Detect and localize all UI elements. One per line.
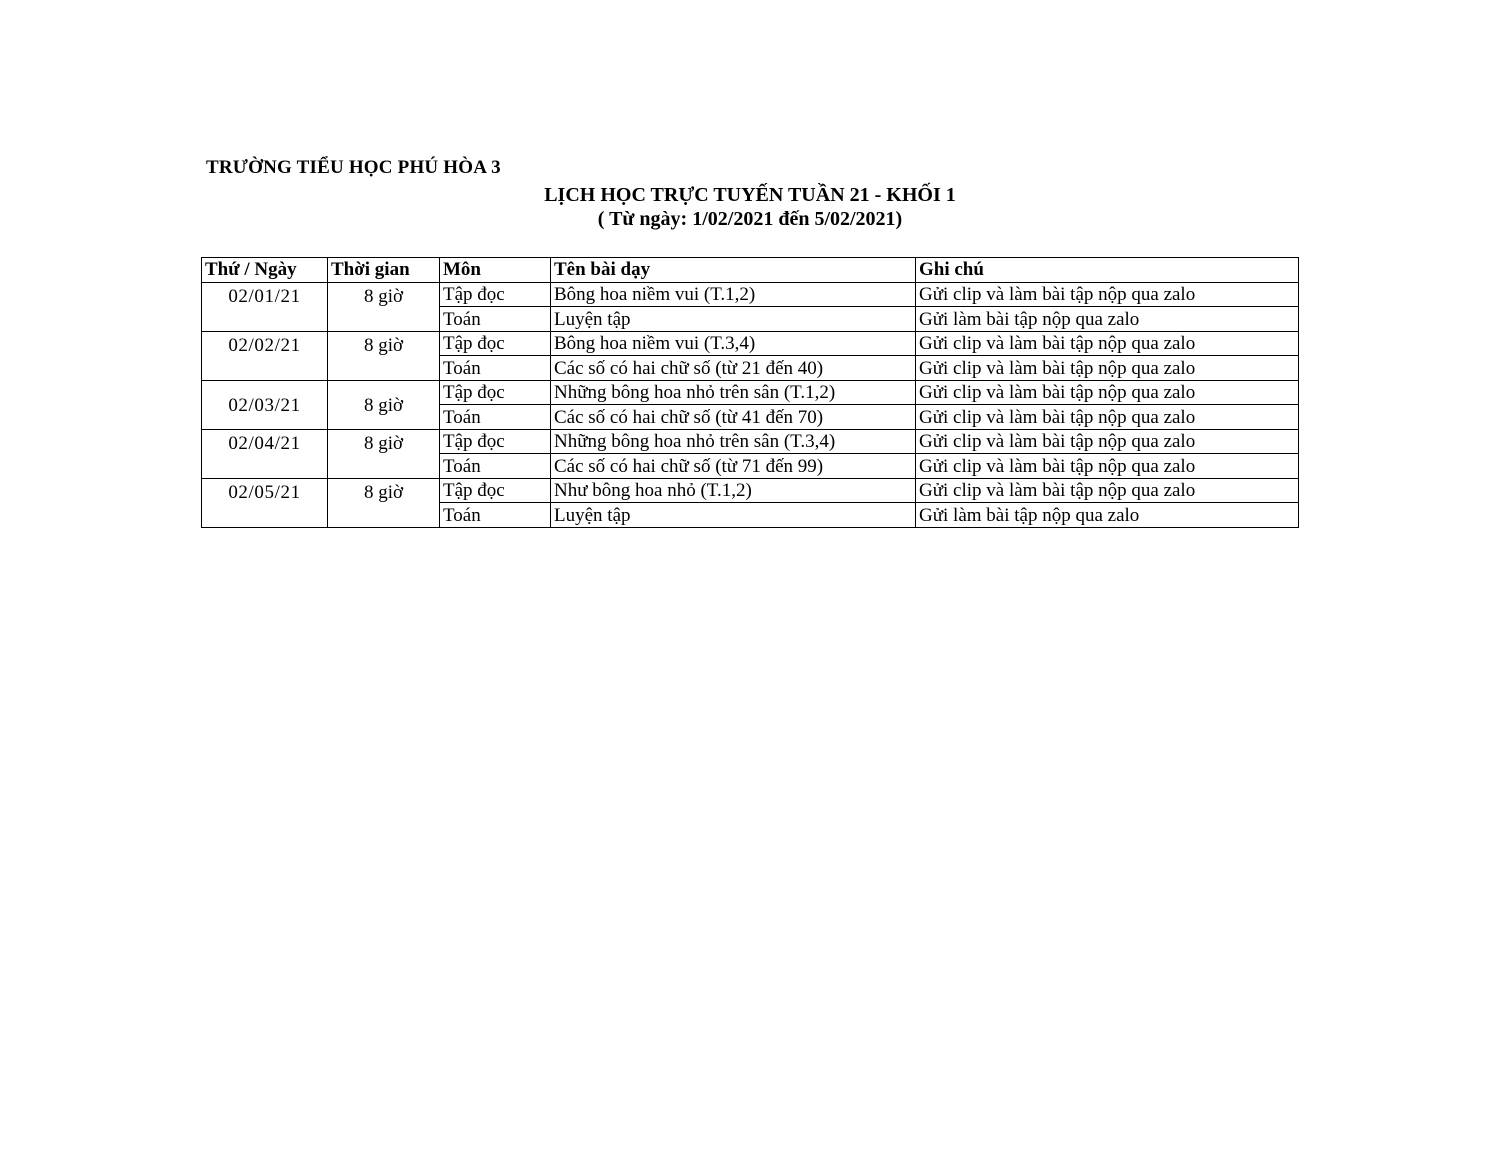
note-cell: Gửi clip và làm bài tập nộp qua zalo [916,405,1299,430]
table-header-row [202,258,1299,283]
table-row [202,478,1299,503]
date-cell: 02/03/21 [202,380,328,429]
subject-cell: Toán [440,307,551,332]
subject-cell: Tập đọc [440,331,551,356]
note-cell: Gửi clip và làm bài tập nộp qua zalo [916,356,1299,381]
subject-cell: Toán [440,454,551,479]
lesson-cell: Những bông hoa nhỏ trên sân (T.1,2) [551,380,916,405]
column-header-date: Thứ / Ngày [202,258,328,283]
time-cell: 8 giờ [328,429,440,478]
lesson-cell: Bông hoa niềm vui (T.3,4) [551,331,916,356]
column-header-note: Ghi chú [916,258,1299,283]
note-cell: Gửi clip và làm bài tập nộp qua zalo [916,429,1299,454]
note-cell: Gửi clip và làm bài tập nộp qua zalo [916,331,1299,356]
subject-cell: Toán [440,405,551,430]
table-row [202,331,1299,356]
time-cell: 8 giờ [328,478,440,527]
lesson-cell: Các số có hai chữ số (từ 41 đến 70) [551,405,916,430]
table-row [202,429,1299,454]
subject-cell: Tập đọc [440,429,551,454]
table-row [202,380,1299,405]
table-row [202,282,1299,307]
note-cell: Gửi làm bài tập nộp qua zalo [916,307,1299,332]
lesson-cell: Bông hoa niềm vui (T.1,2) [551,282,916,307]
lesson-cell: Luyện tập [551,307,916,332]
lesson-cell: Các số có hai chữ số (từ 21 đến 40) [551,356,916,381]
note-cell: Gửi clip và làm bài tập nộp qua zalo [916,478,1299,503]
schedule-table [201,257,1299,528]
date-range: ( Từ ngày: 1/02/2021 đến 5/02/2021) [597,208,903,230]
subject-cell: Toán [440,356,551,381]
note-cell: Gửi clip và làm bài tập nộp qua zalo [916,380,1299,405]
subject-cell: Toán [440,503,551,528]
note-cell: Gửi clip và làm bài tập nộp qua zalo [916,282,1299,307]
lesson-cell: Những bông hoa nhỏ trên sân (T.3,4) [551,429,916,454]
date-cell: 02/05/21 [202,478,328,527]
note-cell: Gửi clip và làm bài tập nộp qua zalo [916,454,1299,479]
date-cell: 02/02/21 [202,331,328,380]
subject-cell: Tập đọc [440,380,551,405]
note-cell: Gửi làm bài tập nộp qua zalo [916,503,1299,528]
lesson-cell: Các số có hai chữ số (từ 71 đến 99) [551,454,916,479]
subject-cell: Tập đọc [440,478,551,503]
time-cell: 8 giờ [328,331,440,380]
subject-cell: Tập đọc [440,282,551,307]
column-header-time: Thời gian [328,258,440,283]
time-cell: 8 giờ [328,380,440,429]
page-title: LỊCH HỌC TRỰC TUYẾN TUẦN 21 - KHỐI 1 [544,184,956,206]
date-cell: 02/01/21 [202,282,328,331]
column-header-lesson: Tên bài dạy [551,258,916,283]
lesson-cell: Như bông hoa nhỏ (T.1,2) [551,478,916,503]
school-name: TRƯỜNG TIỂU HỌC PHÚ HÒA 3 [206,157,501,178]
column-header-subject: Môn [440,258,551,283]
date-cell: 02/04/21 [202,429,328,478]
lesson-cell: Luyện tập [551,503,916,528]
time-cell: 8 giờ [328,282,440,331]
